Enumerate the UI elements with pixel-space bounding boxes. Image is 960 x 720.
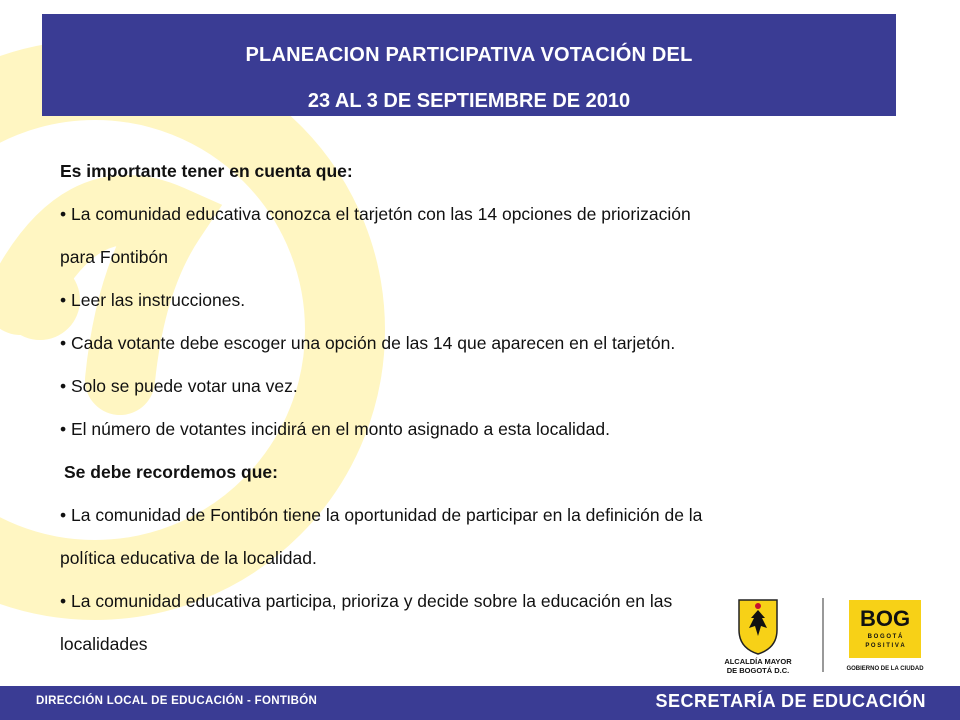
heading-remember: Se debe recordemos que:	[64, 462, 278, 482]
bullet-item: • Cada votante debe escoger una opción de las 14 que aparecen en el tarjetón.	[60, 322, 890, 365]
institutional-logos	[715, 592, 933, 678]
gobierno-text: GOBIERNO DE LA CIUDAD	[846, 666, 924, 672]
alcaldia-line-1: ALCALDÍA MAYOR	[724, 657, 792, 666]
footer-department: DIRECCIÓN LOCAL DE EDUCACIÓN - FONTIBÓN	[36, 695, 318, 707]
footer-secretaria: SECRETARÍA DE EDUCACIÓN	[655, 691, 926, 711]
bullet-item: • Leer las instrucciones.	[60, 279, 890, 322]
footer-bar	[0, 686, 960, 720]
title-line-2: 23 AL 3 DE SEPTIEMBRE DE 2010	[307, 90, 631, 112]
bog-text: BOG	[859, 606, 911, 631]
title-line-1: PLANEACION PARTICIPATIVA VOTACIÓN DEL	[245, 44, 693, 66]
bullet-item: • La comunidad educativa conozca el tarjetón con las 14 opciones de priorización	[60, 193, 890, 236]
bogota-positiva-logo	[846, 600, 924, 672]
title-banner	[42, 14, 896, 116]
bogota-text: B O G O T Á	[867, 634, 903, 640]
bullet-item: • Solo se puede votar una vez.	[60, 365, 890, 408]
bullet-continuation: política educativa de la localidad.	[60, 548, 317, 568]
content-body	[60, 150, 890, 666]
bullet-continuation: localidades	[60, 634, 148, 654]
bullet-item: • La comunidad de Fontibón tiene la oportunidad de participar en la definición de la	[60, 494, 890, 537]
positiva-text: P O S I T I V A	[865, 643, 905, 649]
bullet-continuation: para Fontibón	[60, 247, 168, 267]
alcaldia-line-2: DE BOGOTÁ D.C.	[726, 666, 790, 675]
bullet-item: • El número de votantes incidirá en el monto asignado a esta localidad.	[60, 408, 890, 451]
heading-important: Es importante tener en cuenta que:	[60, 161, 353, 181]
bullet-item: • La comunidad educativa participa, prioriza y decide sobre la educación en las	[60, 580, 890, 623]
bogota-shield-icon	[739, 600, 777, 654]
